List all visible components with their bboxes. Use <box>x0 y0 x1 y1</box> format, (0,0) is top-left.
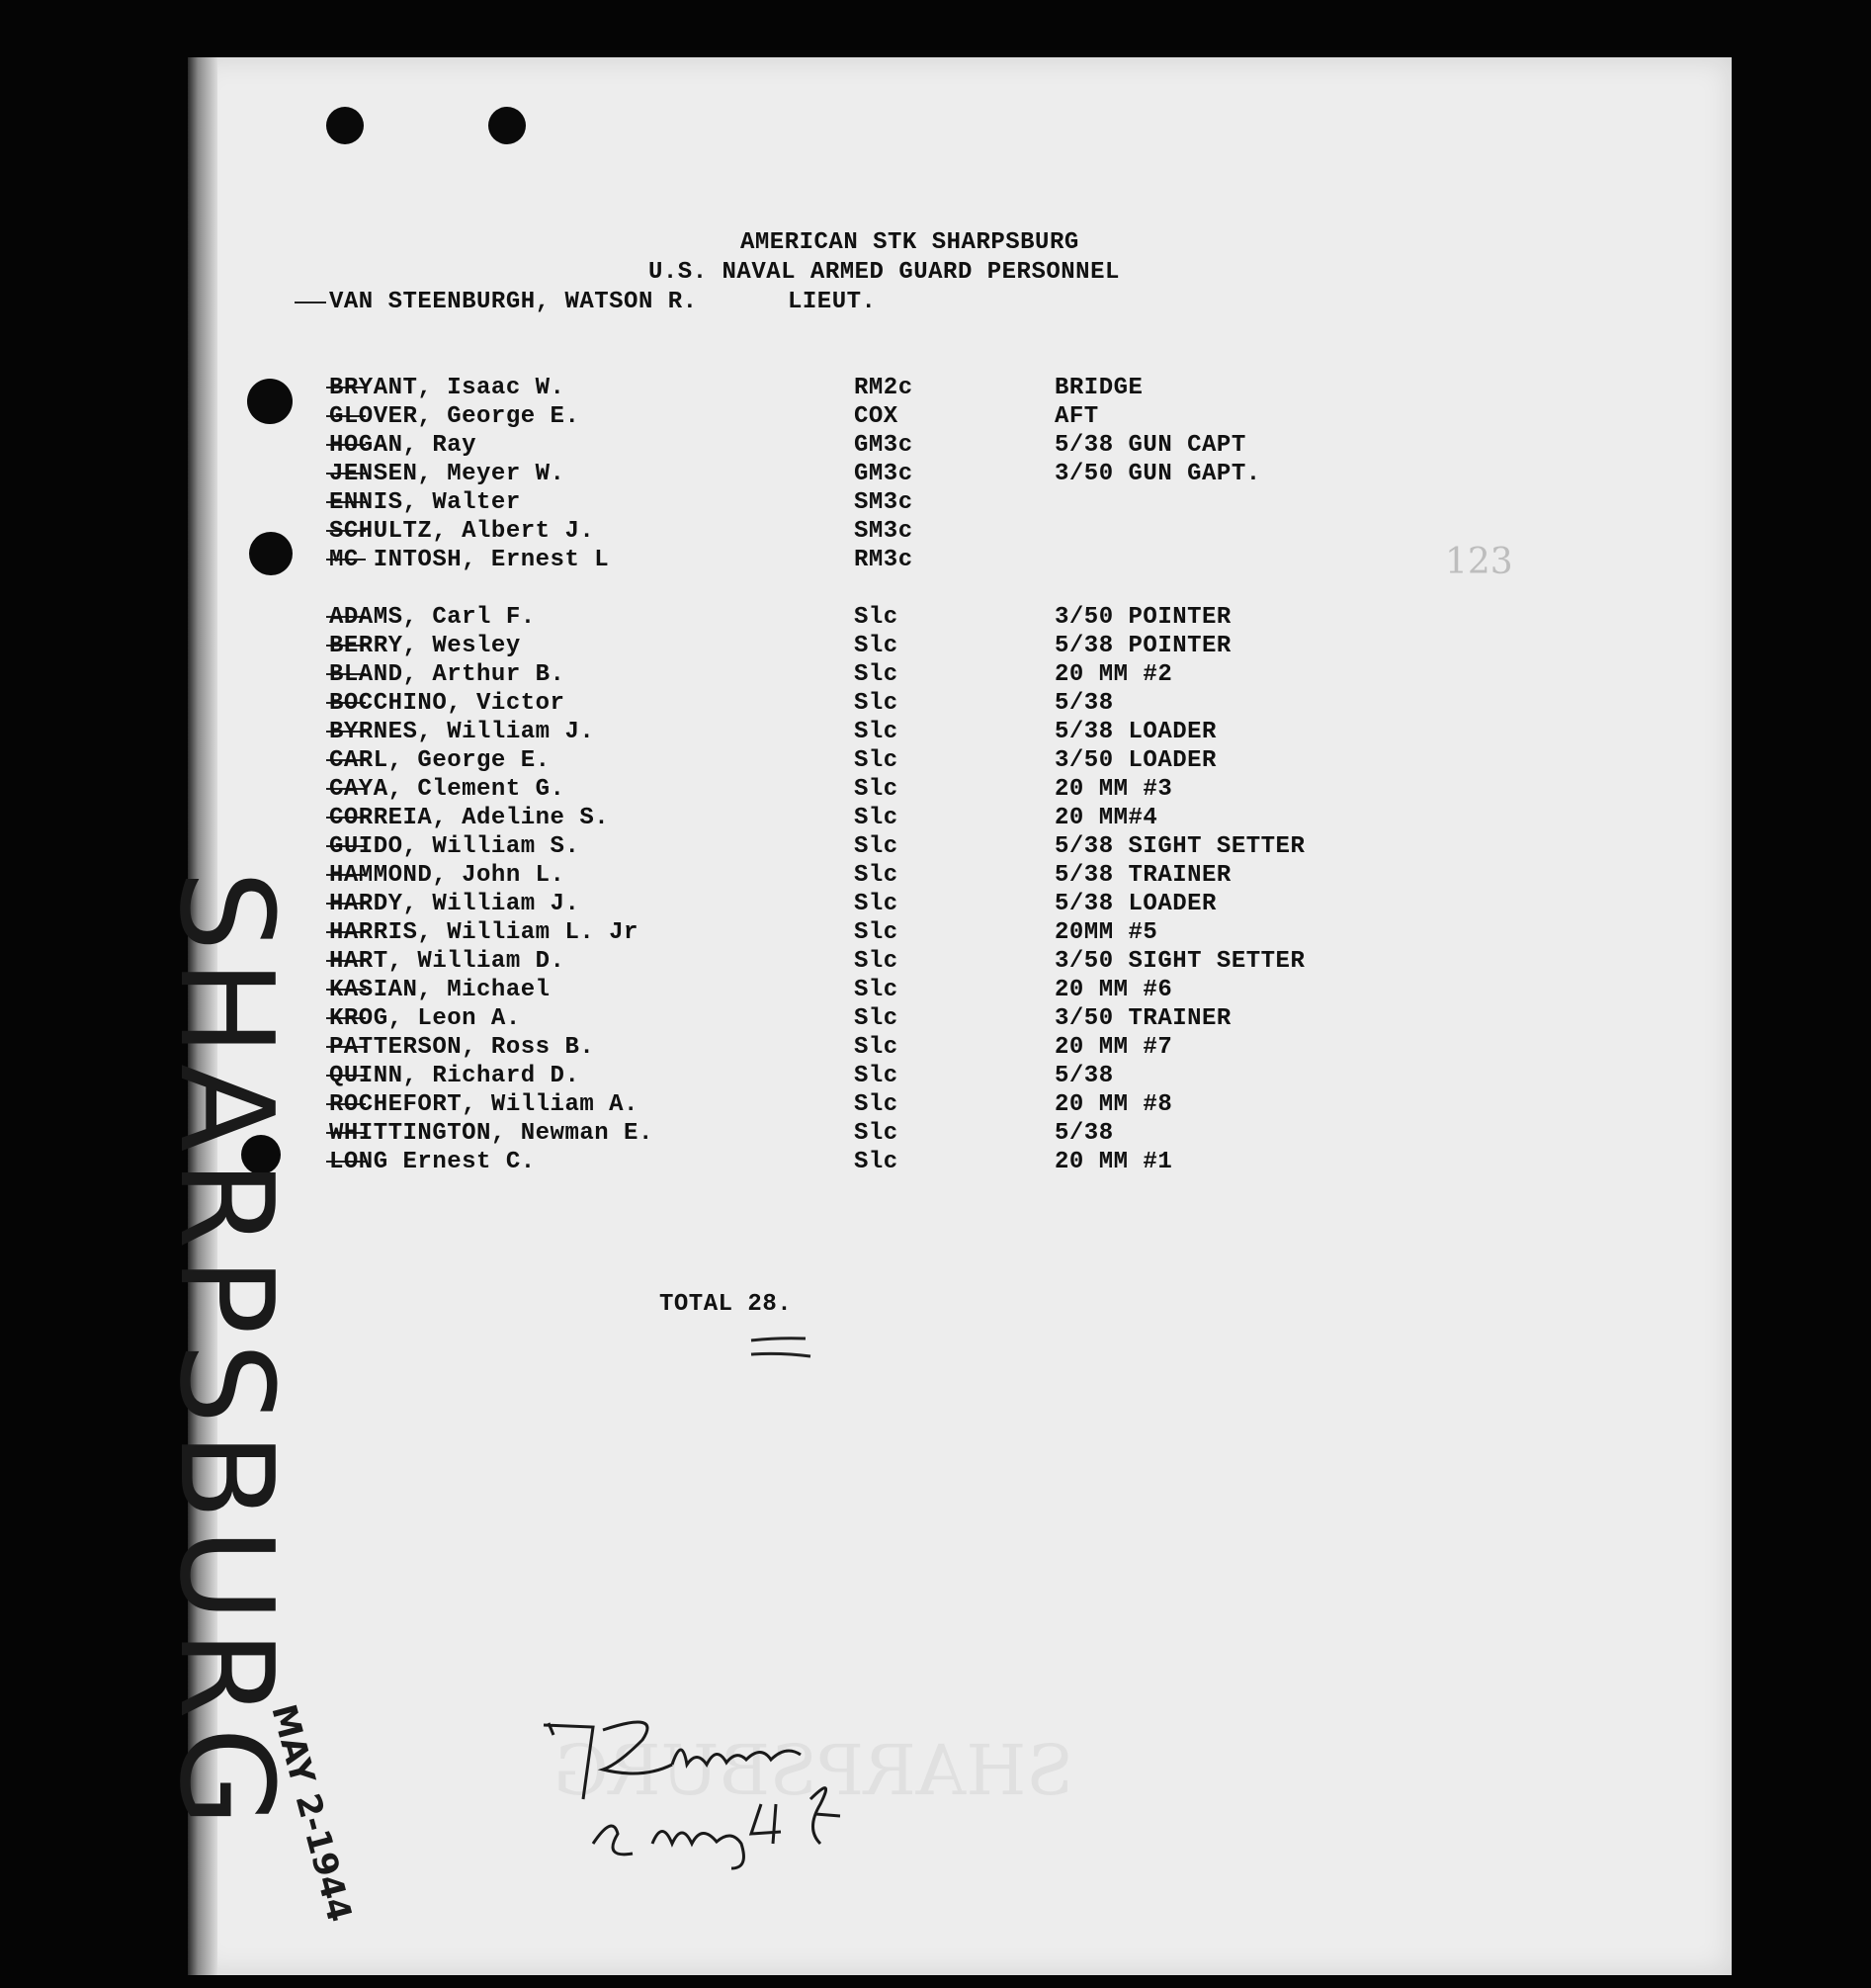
personnel-duty: 3/50 POINTER <box>1055 604 1232 631</box>
personnel-rate: COX <box>854 403 898 430</box>
personnel-rate: Slc <box>854 805 898 831</box>
personnel-duty: 20 MM#4 <box>1055 805 1158 831</box>
personnel-duty: 3/50 SIGHT SETTER <box>1055 948 1306 975</box>
personnel-name: BYRNES, William J. <box>329 719 595 745</box>
personnel-name: GLOVER, George E. <box>329 403 580 430</box>
personnel-rate: Slc <box>854 1063 898 1089</box>
personnel-name: KROG, Leon A. <box>329 1005 521 1032</box>
personnel-rate: GM3c <box>854 461 913 487</box>
page-number: 123 <box>1445 542 1513 582</box>
personnel-name: HARDY, William J. <box>329 891 580 917</box>
sharpsburg-stamp: SHARPSBURG <box>151 870 301 1835</box>
personnel-duty: 5/38 LOADER <box>1055 719 1217 745</box>
personnel-rate: RM2c <box>854 375 913 401</box>
personnel-name: BERRY, Wesley <box>329 633 521 659</box>
personnel-rate: Slc <box>854 862 898 889</box>
personnel-name: BRYANT, Isaac W. <box>329 375 565 401</box>
personnel-rate: Slc <box>854 1091 898 1118</box>
personnel-rate: Slc <box>854 1120 898 1147</box>
personnel-name: ENNIS, Walter <box>329 489 521 516</box>
personnel-rate: Slc <box>854 1149 898 1175</box>
personnel-duty: 20 MM #1 <box>1055 1149 1173 1175</box>
handwritten-signature <box>524 1705 899 1873</box>
personnel-duty: 5/38 POINTER <box>1055 633 1232 659</box>
officer-check-mark <box>295 302 326 303</box>
personnel-rate: Slc <box>854 833 898 860</box>
personnel-duty: 20MM #5 <box>1055 919 1158 946</box>
personnel-rate: Slc <box>854 919 898 946</box>
personnel-rate: RM3c <box>854 547 913 573</box>
personnel-name: BLAND, Arthur B. <box>329 661 565 688</box>
personnel-rate: Slc <box>854 690 898 717</box>
personnel-name: PATTERSON, Ross B. <box>329 1034 595 1061</box>
personnel-rate: SM3c <box>854 518 913 545</box>
personnel-duty: 20 MM #6 <box>1055 977 1173 1003</box>
personnel-duty: AFT <box>1055 403 1099 430</box>
personnel-rate: GM3c <box>854 432 913 459</box>
personnel-duty: 20 MM #2 <box>1055 661 1173 688</box>
personnel-name: CORREIA, Adeline S. <box>329 805 610 831</box>
personnel-rate: Slc <box>854 1005 898 1032</box>
personnel-name: HOGAN, Ray <box>329 432 477 459</box>
personnel-name: CARL, George E. <box>329 747 551 774</box>
personnel-name: LONG Ernest C. <box>329 1149 536 1175</box>
total-line: TOTAL 28. <box>659 1291 793 1318</box>
personnel-name: QUINN, Richard D. <box>329 1063 580 1089</box>
personnel-name: JENSEN, Meyer W. <box>329 461 565 487</box>
personnel-duty: 5/38 TRAINER <box>1055 862 1232 889</box>
punch-hole <box>488 107 526 144</box>
personnel-name: ROCHEFORT, William A. <box>329 1091 638 1118</box>
personnel-rate: Slc <box>854 977 898 1003</box>
personnel-duty: 3/50 LOADER <box>1055 747 1217 774</box>
personnel-duty: 5/38 GUN CAPT <box>1055 432 1246 459</box>
personnel-duty: 5/38 <box>1055 1120 1114 1147</box>
personnel-name: MC INTOSH, Ernest L <box>329 547 610 573</box>
personnel-name: HARRIS, William L. Jr <box>329 919 638 946</box>
punch-hole <box>326 107 364 144</box>
personnel-rate: Slc <box>854 661 898 688</box>
personnel-duty: 20 MM #8 <box>1055 1091 1173 1118</box>
personnel-rate: Slc <box>854 604 898 631</box>
personnel-duty: 5/38 SIGHT SETTER <box>1055 833 1306 860</box>
ghost-watermark: SHARPSBURG <box>553 1730 1074 1811</box>
personnel-duty: 20 MM #3 <box>1055 776 1173 803</box>
personnel-name: HART, William D. <box>329 948 565 975</box>
personnel-name: ADAMS, Carl F. <box>329 604 536 631</box>
document-title: AMERICAN STK SHARPSBURG <box>740 229 1079 256</box>
personnel-name: KASIAN, Michael <box>329 977 551 1003</box>
personnel-name: CAYA, Clement G. <box>329 776 565 803</box>
personnel-rate: Slc <box>854 891 898 917</box>
personnel-name: GUIDO, William S. <box>329 833 580 860</box>
personnel-name: SCHULTZ, Albert J. <box>329 518 595 545</box>
punch-hole <box>247 379 293 424</box>
total-underline-marks <box>746 1333 815 1362</box>
personnel-rate: Slc <box>854 633 898 659</box>
personnel-name: WHITTINGTON, Newman E. <box>329 1120 653 1147</box>
personnel-rate: Slc <box>854 719 898 745</box>
personnel-duty: 3/50 GUN GAPT. <box>1055 461 1261 487</box>
personnel-duty: 5/38 <box>1055 690 1114 717</box>
personnel-name: HAMMOND, John L. <box>329 862 565 889</box>
personnel-rate: Slc <box>854 1034 898 1061</box>
date-stamp: MAY 2-1944 <box>263 1700 360 1927</box>
personnel-duty: 5/38 LOADER <box>1055 891 1217 917</box>
personnel-name: BOCCHINO, Victor <box>329 690 565 717</box>
personnel-duty: 3/50 TRAINER <box>1055 1005 1232 1032</box>
officer-rank: LIEUT. <box>788 289 877 315</box>
personnel-rate: Slc <box>854 776 898 803</box>
officer-name: VAN STEENBURGH, WATSON R. <box>329 289 698 315</box>
personnel-duty: BRIDGE <box>1055 375 1144 401</box>
personnel-duty: 20 MM #7 <box>1055 1034 1173 1061</box>
personnel-rate: Slc <box>854 948 898 975</box>
personnel-duty: 5/38 <box>1055 1063 1114 1089</box>
personnel-rate: Slc <box>854 747 898 774</box>
document-subtitle: U.S. NAVAL ARMED GUARD PERSONNEL <box>648 259 1120 286</box>
personnel-rate: SM3c <box>854 489 913 516</box>
punch-hole <box>249 532 293 575</box>
